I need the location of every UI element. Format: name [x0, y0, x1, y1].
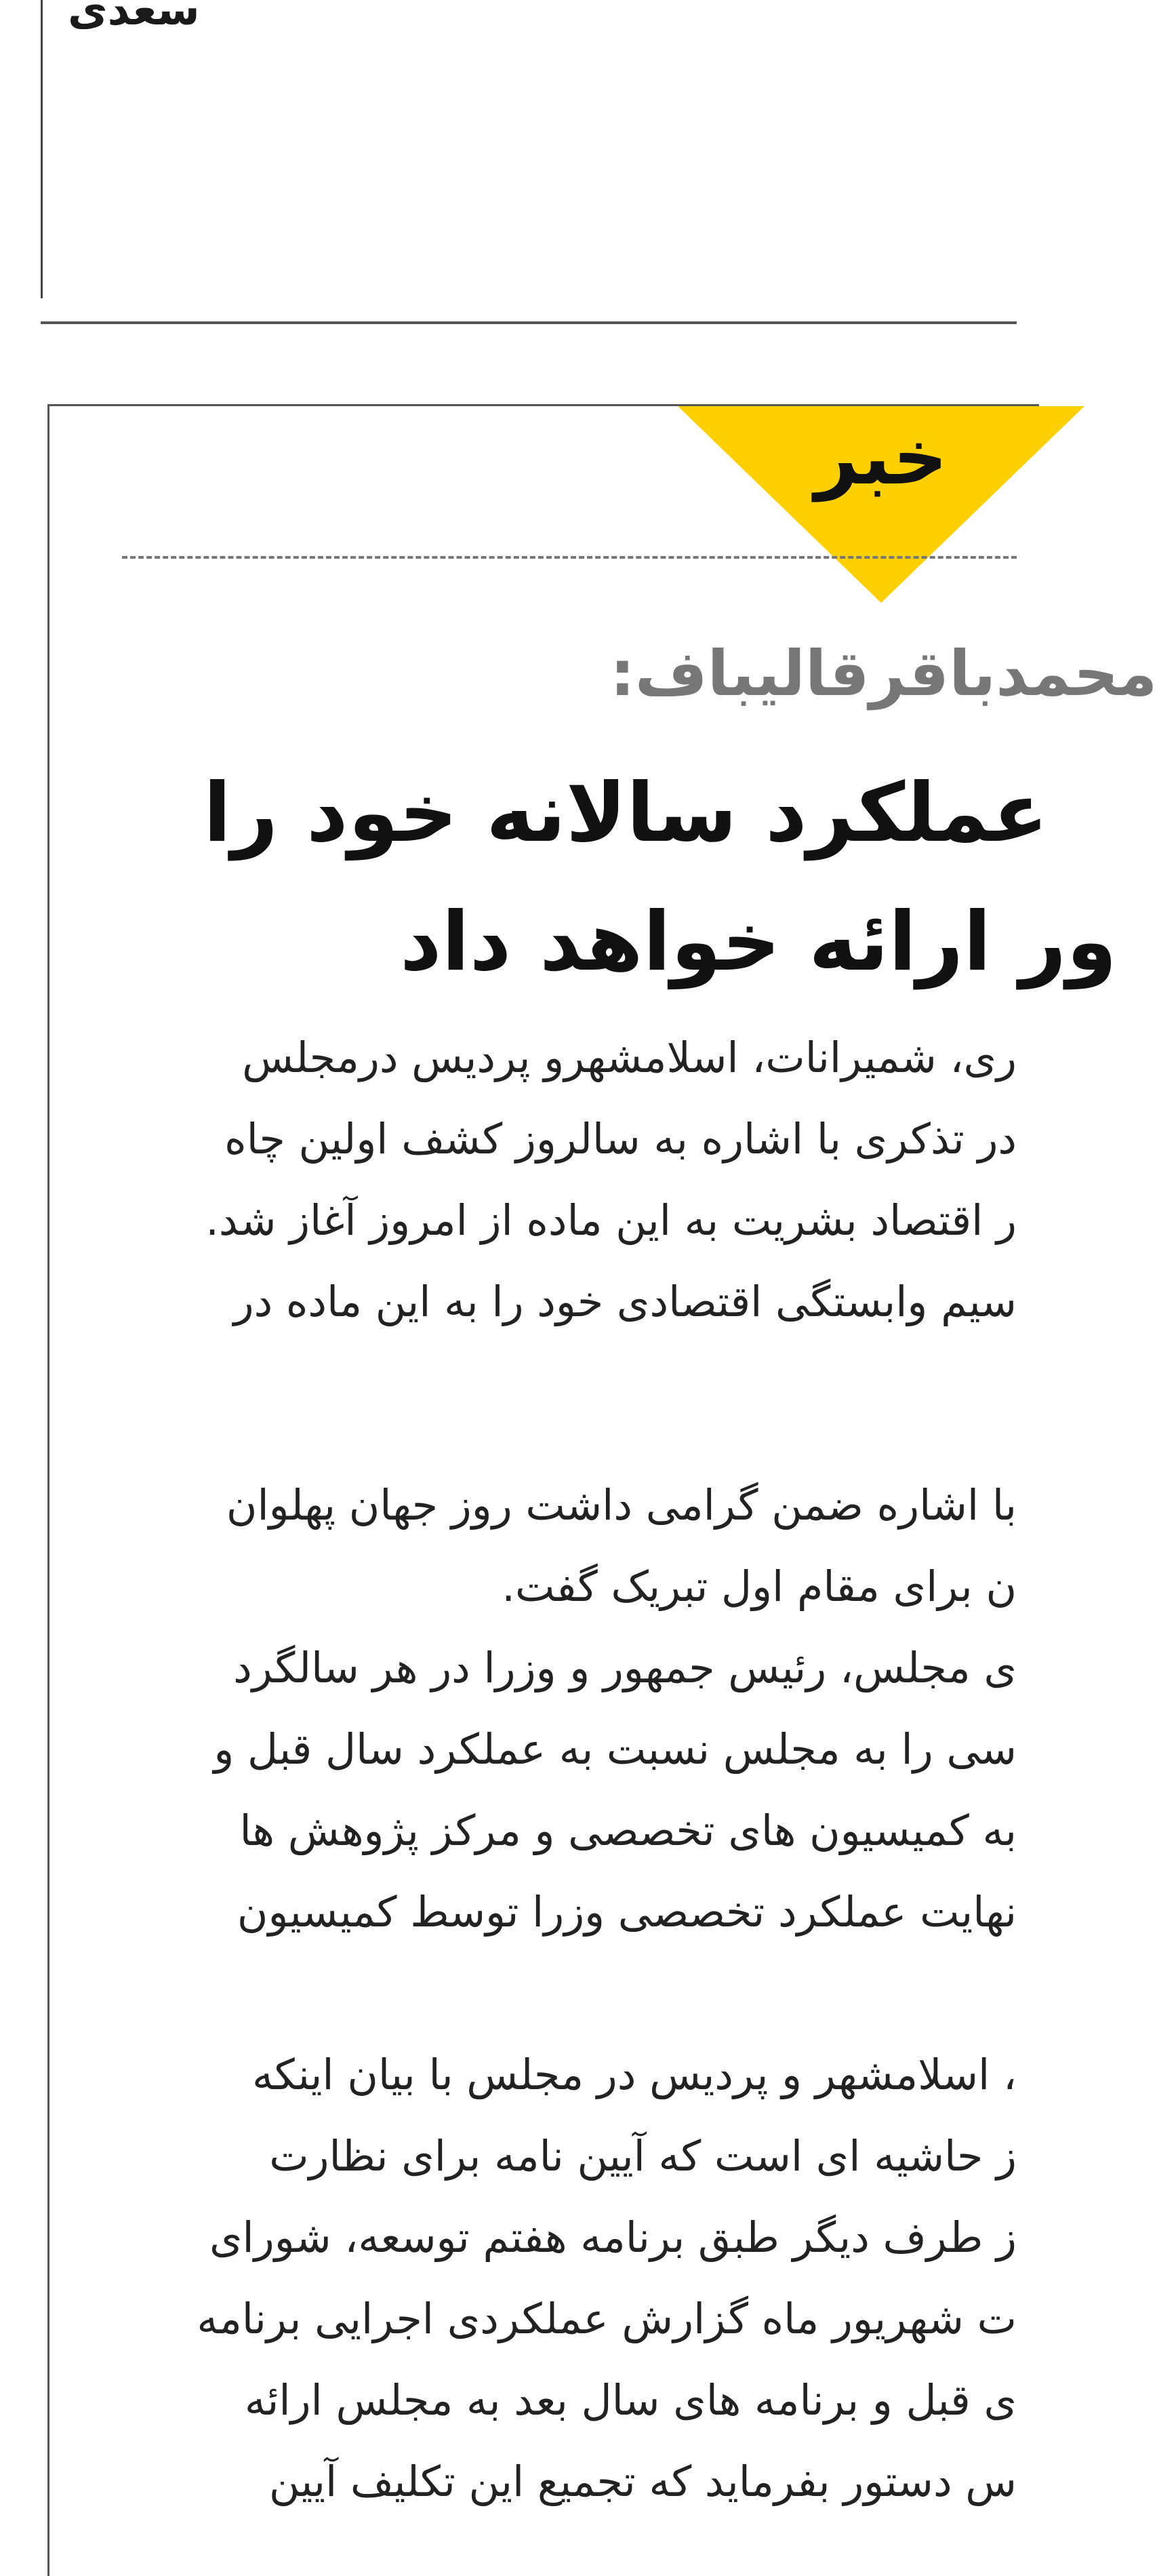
body-line: سی را به مجلس نسبت به عملکرد سال قبل و: [214, 1724, 1017, 1774]
section-divider: [41, 321, 1017, 324]
body-line: نهایت عملکرد تخصصی وزرا توسط کمیسیون: [237, 1887, 1017, 1937]
body-line: ری، شمیرانات، اسلامشهرو پردیس درمجلس: [242, 1033, 1017, 1082]
news-tag-label: خبر: [814, 414, 948, 502]
dashed-separator: [122, 556, 1017, 559]
body-line: س دستور بفرماید که تجمیع این تکلیف آیین: [268, 2457, 1017, 2506]
body-line: به کمیسیون های تخصصی و مرکز پژوهش ها: [239, 1806, 1017, 1855]
body-line: ر اقتصاد بشریت به این ماده از امروز آغاز شد.: [205, 1195, 1017, 1245]
article-kicker: محمدباقرقالیباف:: [610, 637, 1157, 710]
body-line: ز حاشیه ای است که آیین نامه برای نظارت: [269, 2131, 1017, 2181]
body-line: با اشاره ضمن گرامی داشت روز جهان پهلوان: [226, 1480, 1017, 1530]
body-line: ، اسلامشهر و پردیس در مجلس با بیان اینکه: [251, 2050, 1017, 2099]
headline-line-1: عملکرد سالانه خود را: [203, 766, 1049, 860]
article-paragraph-1: [88, 1017, 1017, 1343]
body-line: ز طرف دیگر طبق برنامه هفتم توسعه، شورای: [209, 2213, 1017, 2262]
body-line: ت شهریور ماه گزارش عملکردی اجرایی برنامه: [197, 2294, 1017, 2343]
headline-line-2: ور ارائه خواهد داد: [400, 895, 1117, 989]
body-line: سیم وابستگی اقتصادی خود را به این ماده در: [233, 1277, 1017, 1326]
body-line: ی مجلس، رئیس جمهور و وزرا در هر سالگرد: [233, 1643, 1017, 1692]
article-paragraph-2: [88, 1465, 1017, 1953]
article-paragraph-3: [88, 2034, 1017, 2522]
previous-article-caption: سعدی: [68, 0, 200, 35]
body-line: ی قبل و برنامه های سال بعد به مجلس ارائه: [244, 2375, 1017, 2425]
body-line: ن برای مقام اول تبریک گفت.: [502, 1562, 1017, 1611]
previous-article-box: [41, 0, 1046, 298]
body-line: در تذکری با اشاره به سالروز کشف اولین چاه: [224, 1114, 1017, 1164]
